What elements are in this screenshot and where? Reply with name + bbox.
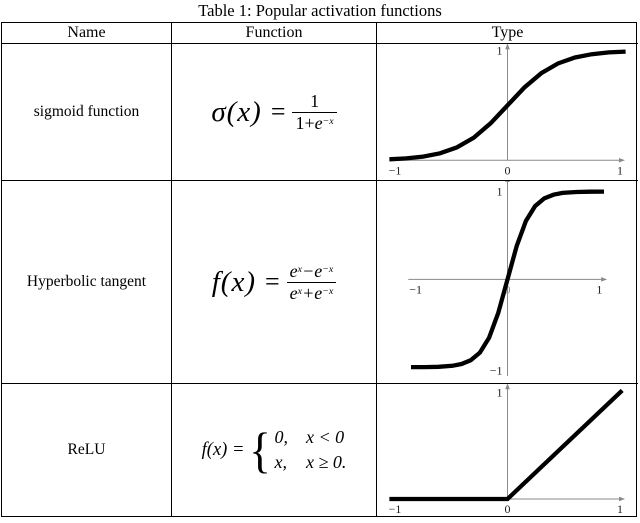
svg-text:1: 1 <box>496 44 503 58</box>
plot-cell-sigmoid <box>377 44 638 181</box>
svg-text:1: 1 <box>496 184 503 199</box>
sigmoid-plot <box>377 44 638 180</box>
denominator-base: e <box>314 112 323 133</box>
denominator-term-1: e <box>289 282 298 303</box>
fraction <box>292 91 336 133</box>
relu-plot <box>377 384 638 516</box>
case-1-value: 0, <box>274 427 288 448</box>
numerator-exponent-2: −x <box>322 263 334 275</box>
svg-text:−1: −1 <box>489 363 503 378</box>
equals-sign: = <box>265 267 280 296</box>
formula-lhs: f(x) = <box>201 439 245 460</box>
formula-cell-sigmoid <box>172 44 377 181</box>
cases-grid <box>274 426 346 474</box>
case-1-condition: x < 0 <box>305 427 345 448</box>
numerator-term-1: e <box>289 260 298 281</box>
denominator-exponent: −x <box>322 115 334 127</box>
svg-text:1: 1 <box>596 282 603 297</box>
numerator <box>287 261 337 282</box>
tanh-formula <box>212 261 337 303</box>
svg-text:0: 0 <box>504 282 511 297</box>
activation-name-relu: ReLU <box>2 384 172 516</box>
activation-name-sigmoid: sigmoid function <box>2 44 172 181</box>
denominator-term-2: +e <box>302 282 323 303</box>
svg-text:1: 1 <box>617 163 623 178</box>
cases-brace: { <box>249 421 272 478</box>
numerator: 1 <box>310 90 320 111</box>
svg-text:−1: −1 <box>409 282 422 297</box>
svg-text:1: 1 <box>496 385 503 400</box>
denominator-exponent-1: x <box>297 285 303 297</box>
case-2-value: x, <box>274 451 287 472</box>
svg-text:−1: −1 <box>388 163 402 178</box>
formula-lhs: f(x) <box>211 265 256 298</box>
formula-cell-relu <box>172 384 377 516</box>
case-2-condition: x ≥ 0. <box>305 451 347 472</box>
svg-text:−1: −1 <box>388 501 402 516</box>
denominator <box>287 282 337 304</box>
numerator-term-2: −e <box>302 260 323 281</box>
plot-cell-tanh <box>377 181 638 384</box>
activation-name-tanh: Hyperbolic tangent <box>2 181 172 384</box>
svg-text:0: 0 <box>504 501 511 516</box>
numerator-exponent-1: x <box>297 263 303 275</box>
sigmoid-formula <box>211 91 336 133</box>
denominator <box>292 112 336 134</box>
header-cell-type: Type <box>377 23 638 44</box>
formula-cell-tanh <box>172 181 377 384</box>
formula-lhs: σ(x) <box>211 95 262 128</box>
table-caption: Table 1: Popular activation functions <box>198 1 442 20</box>
denominator-prefix: 1+ <box>295 112 315 133</box>
header-cell-function: Function <box>172 23 377 44</box>
svg-text:1: 1 <box>617 501 623 516</box>
activation-functions-table <box>1 22 637 517</box>
header-cell-name: Name <box>2 23 172 44</box>
equals-sign: = <box>270 97 286 126</box>
plot-cell-relu <box>377 384 638 516</box>
relu-formula <box>201 421 347 478</box>
fraction <box>287 261 337 303</box>
denominator-exponent-2: −x <box>322 285 334 297</box>
tanh-plot <box>377 181 638 383</box>
svg-text:0: 0 <box>504 163 511 178</box>
